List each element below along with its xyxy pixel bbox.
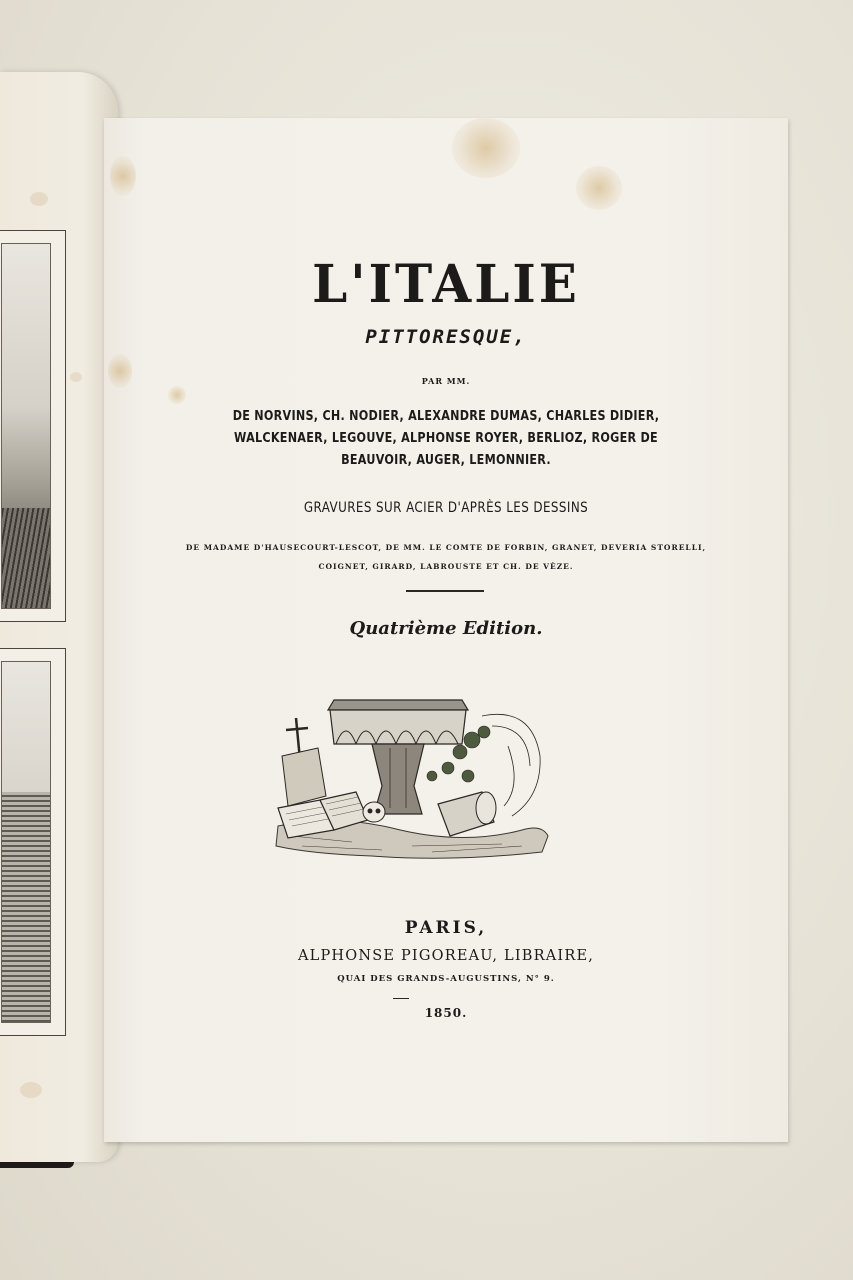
foxing-stain	[168, 386, 186, 404]
city-label: PARIS,	[404, 918, 488, 938]
foxing-stain	[576, 166, 622, 210]
engraved-plate-bottom	[0, 648, 66, 1036]
foxing-stain	[452, 118, 520, 178]
address-line: QUAI DES GRANDS-AUGUSTINS, N° 9.	[337, 974, 555, 984]
artists-list: DE MADAME D'HAUSECOURT-LESCOT, DE MM. LE COMTE DE FORBIN, GRANET, DEVERIA STORELLI, COIGNET, GIRARD, LABROUSTE ET CH. DE VÈZE.	[185, 543, 707, 571]
publication-year: 1850.	[424, 1006, 468, 1020]
edition-line: Quatrième Edition.	[349, 618, 543, 639]
divider-rule-small	[393, 998, 409, 999]
vignette-engraving	[272, 696, 554, 866]
foxing-stain	[110, 156, 136, 196]
divider-rule	[406, 590, 484, 592]
gravures-line: GRAVURES SUR ACIER D'APRÈS LES DESSINS	[303, 500, 589, 516]
publisher-line: ALPHONSE PIGOREAU, LIBRAIRE,	[297, 948, 595, 964]
book-subtitle: PITTORESQUE,	[365, 326, 527, 348]
title-page	[104, 118, 788, 1142]
book-title: L'ITALIE	[312, 252, 580, 315]
engraved-plate-top	[0, 230, 66, 622]
authors-list: DE NORVINS, CH. NODIER, ALEXANDRE DUMAS, CHARLES DIDIER, WALCKENAER, LEGOUVE, ALPHONSE ROYER, BERLIOZ, ROGER DE BEAUVOIR, AUGER, LEMONNIER.	[232, 409, 660, 468]
par-label: PAR MM.	[421, 376, 471, 386]
left-facing-page	[0, 72, 118, 1162]
